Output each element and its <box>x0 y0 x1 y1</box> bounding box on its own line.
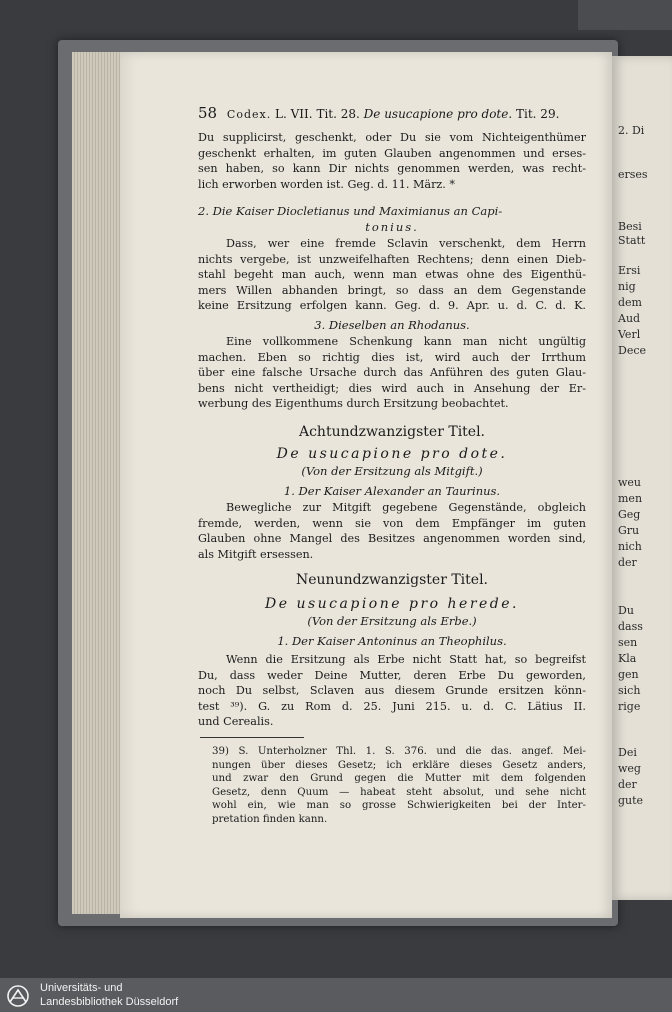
library-logo-icon <box>4 984 32 1008</box>
text-line: keine Ersitzung erfolgen kann. Geg. d. 9. Apr. u. d. C. d. K. <box>198 299 586 313</box>
adjacent-fragment: weu <box>618 476 642 489</box>
adjacent-fragment: Gru <box>618 524 640 537</box>
adjacent-fragment: gute <box>618 794 644 807</box>
text-line: Glauben ohne Mangel des Besitzes angenommen worden sind, <box>198 532 586 546</box>
text-line: Eine vollkommene Schenkung kann man nicht ungültig <box>226 335 586 348</box>
adjacent-fragment: Geg <box>618 508 641 521</box>
text-line: über eine falsche Ursache durch das Anführen des guten Glau- <box>198 366 586 380</box>
text-line: Du, dass weder Deine Mutter, deren Erbe Du geworden, <box>198 668 586 682</box>
law2-heading: 2. Die Kaiser Diocletianus und Maximianus an Capi- tonius. <box>198 204 503 234</box>
text-line: Dass, wer eine fremde Sclavin verschenkt, dem Herrn <box>226 237 586 250</box>
text-line: und zwar den Grund gegen die Mutter mit dem folgenden <box>212 773 586 785</box>
adjacent-fragment: dem <box>618 296 642 309</box>
text-line: mers Willen abhanden bringt, so dass an dem Gegenstande <box>198 283 586 297</box>
text-line: sen haben, so kann Dir nichts genommen werden, was recht- <box>198 162 586 176</box>
title28-law-heading: 1. Der Kaiser Alexander an Taurinus. <box>283 484 501 498</box>
title29-law-heading: 1. Der Kaiser Antoninus an Theophilus. <box>277 634 507 648</box>
adjacent-fragment: nig <box>618 280 636 293</box>
text-line: Wenn die Ersitzung als Erbe nicht Statt hat, so begreifst <box>226 653 586 666</box>
text-line: 39) S. Unterholzner Thl. 1. S. 376. und die das. angef. Mei- <box>212 746 586 757</box>
running-head <box>198 104 558 122</box>
law3-heading: 3. Dieselben an Rhodanus. <box>314 318 470 332</box>
page-number: 58 <box>198 104 218 122</box>
title-label: Tit. 28. <box>316 107 360 121</box>
adjacent-fragment: Aud <box>618 312 641 325</box>
text-line: lich erworben worden ist. Geg. d. 11. März. * <box>198 177 456 191</box>
text-line: als Mitgift ersessen. <box>198 547 314 561</box>
intro-paragraph <box>198 130 586 192</box>
adjacent-fragment: der <box>618 556 637 569</box>
title28-paragraph <box>198 500 586 562</box>
footnote-rule <box>200 737 304 738</box>
law2-paragraph <box>198 236 586 314</box>
title29-heading: Neunundzwanzigster Titel. <box>296 572 488 588</box>
footnote <box>212 745 586 827</box>
book-label: L. VII. <box>275 107 313 121</box>
adjacent-page <box>612 56 672 900</box>
title28-german: (Von der Ersitzung als Mitgift.) <box>301 464 483 478</box>
adjacent-fragment: Statt <box>618 234 646 247</box>
adjacent-fragment: Dece <box>618 344 646 357</box>
adjacent-fragment: Kla <box>618 652 637 665</box>
adjacent-cover <box>578 0 672 30</box>
library-name <box>40 982 178 1009</box>
adjacent-fragment: rige <box>618 700 641 713</box>
text-line: nichts vergebe, ist unzweifelhaften Rechtens; denn einen Dieb- <box>198 252 586 266</box>
text-line: pretation finden kann. <box>212 813 328 825</box>
text-line: Gesetz, denn Quum — habeat steht absolut, und sehe nicht <box>212 786 586 798</box>
text-line: noch Du selbst, Sclaven aus diesem Grunde ersitzen könn- <box>198 684 586 698</box>
adjacent-fragment: Dei <box>618 746 637 759</box>
adjacent-fragment: Besi <box>618 220 642 233</box>
title28-heading: Achtundzwanzigster Titel. <box>298 424 486 440</box>
codex-label: Codex. <box>226 108 272 121</box>
law3-paragraph <box>198 334 586 412</box>
adjacent-fragment: men <box>618 492 643 505</box>
page-edges <box>72 52 124 914</box>
library-name-line2: Landesbibliothek Düsseldorf <box>40 995 179 1008</box>
text-line: fremde, werden, wenn sie von dem Empfänger im guten <box>198 516 586 530</box>
text-line: Bewegliche zur Mitgift gegebene Gegenstände, obgleich <box>226 501 586 514</box>
text-line: und Cerealis. <box>198 715 274 729</box>
adjacent-fragment: Verl <box>618 328 641 341</box>
adjacent-fragment: der <box>618 778 637 791</box>
title29-paragraph <box>198 652 586 730</box>
subject-label: De usucapione pro dote. <box>363 107 513 121</box>
adjacent-fragment: weg <box>618 762 641 775</box>
adjacent-fragment: erses <box>618 168 648 181</box>
adjacent-fragment: Du <box>618 604 634 617</box>
library-name-line1: Universitäts- und <box>40 982 123 994</box>
title28-latin: De usucapione pro dote. <box>276 446 508 462</box>
adjacent-fragment: 2. Di <box>618 124 645 137</box>
text-line: nungen über dieses Gesetz; ich erkläre dieses Gesetz anders, <box>212 759 586 771</box>
adjacent-fragment: sich <box>618 684 641 697</box>
text-line: machen. Eben so richtig dies ist, wird auch der Irrthum <box>198 350 586 364</box>
text-line: Du supplicirst, geschenkt, oder Du sie vom Nichteigenthümer <box>198 131 586 144</box>
text-line: geschenkt erhalten, im guten Glauben angenommen und erses- <box>198 146 586 160</box>
title29-latin: De usucapione pro herede. <box>265 596 519 612</box>
text-line: wohl ein, wie man so grosse Schwierigkeiten bei der Inter- <box>212 800 586 812</box>
adjacent-fragment: sen <box>618 636 638 649</box>
text-line: bens nicht vertheidigt; dies wird auch in Ansehung der Er- <box>198 381 586 395</box>
title29-german: (Von der Ersitzung als Erbe.) <box>307 614 477 628</box>
adjacent-fragment: gen <box>618 668 639 681</box>
text-line: stahl begeht man auch, wenn man etwas ohne des Eigenthü- <box>198 268 586 282</box>
adjacent-fragment: dass <box>618 620 643 633</box>
adjacent-fragment: nich <box>618 540 642 553</box>
adjacent-fragment: Ersi <box>618 264 641 277</box>
title-next-label: Tit. 29. <box>516 107 560 121</box>
text-line: werbung des Eigenthums durch Ersitzung beobachtet. <box>198 397 509 411</box>
text-line: test ³⁹). G. zu Rom d. 25. Juni 215. u. d. C. Lätius II. <box>198 699 586 713</box>
